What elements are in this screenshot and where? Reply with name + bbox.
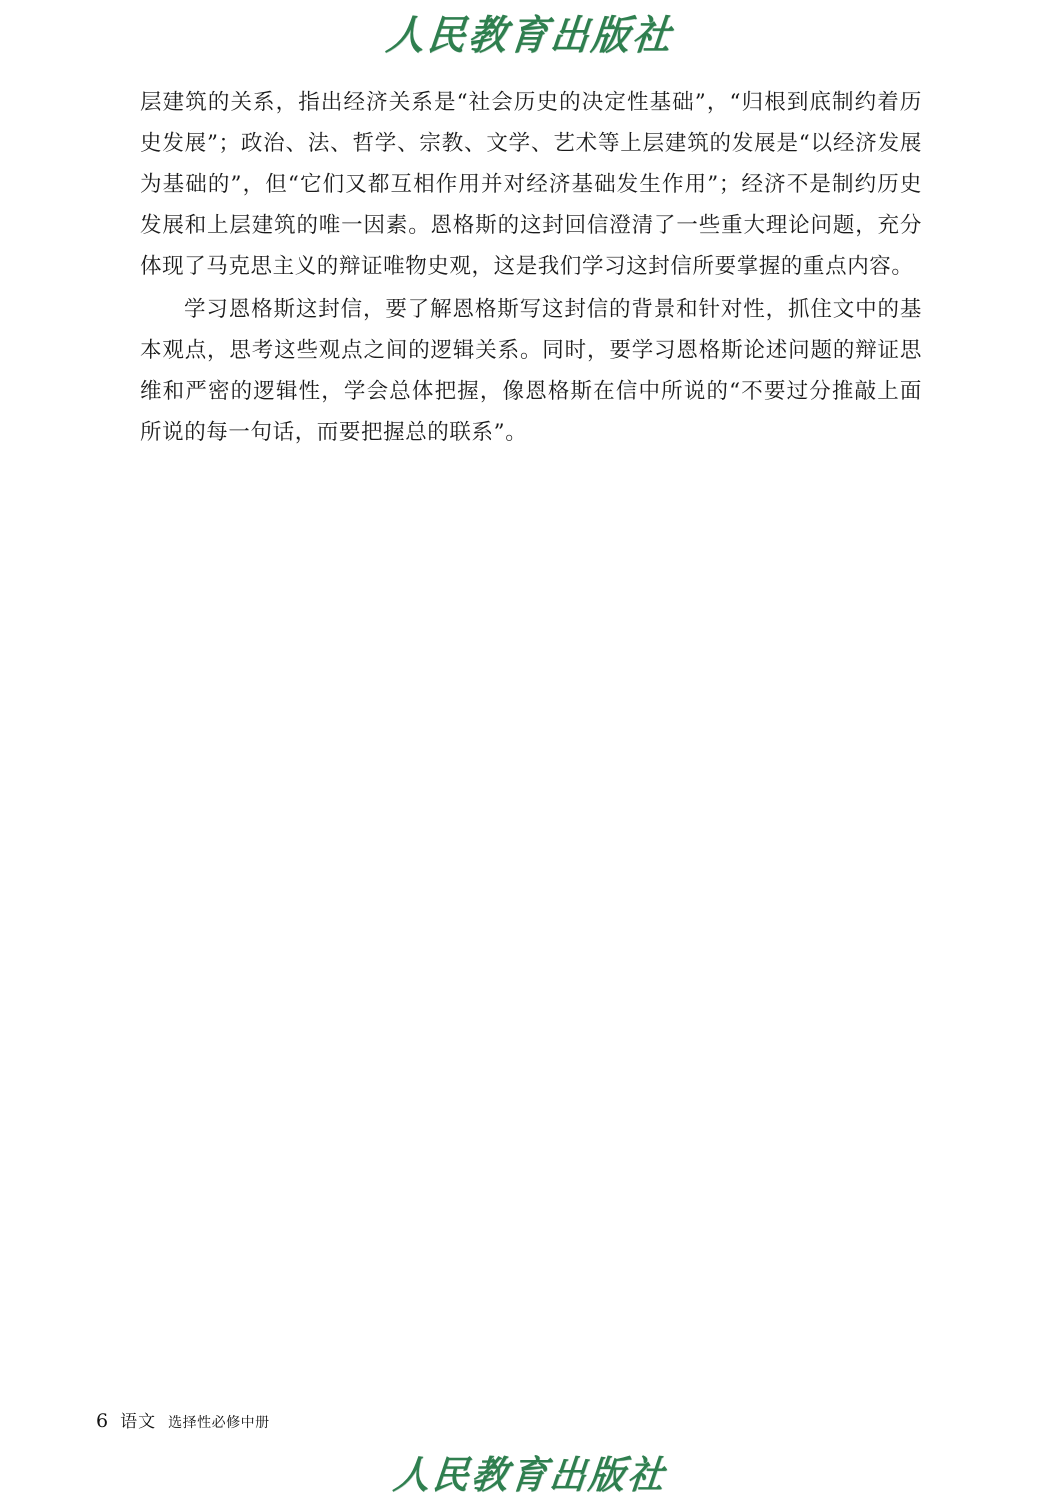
publisher-logo-top: [0, 4, 1062, 59]
footer-subject: 语文: [120, 1412, 157, 1432]
paragraph-continued: 层建筑的关系，指出经济关系是“社会历史的决定性基础”，“归根到底制约着历史发展”；政治、法、哲学、宗教、文学、艺术等上层建筑的发展是“以经济发展为基础的”，但“它们又都互相作用并对经济基础发生作用”；经济不是制约历史发展和上层建筑的唯一因素。恩格斯的这封回信澄清了一些重大理论问题，充分体现了马克思主义的辩证唯物史观，这是我们学习这封信所要掌握的重点内容。: [140, 90, 922, 279]
page-number: 6: [96, 1410, 109, 1432]
paragraph-study-guidance: 学习恩格斯这封信，要了解恩格斯写这封信的背景和针对性，抓住文中的基本观点，思考这些观点之间的逻辑关系。同时，要学习恩格斯论述问题的辩证思维和严密的逻辑性，学会总体把握，像恩格斯在信中所说的“不要过分推敲上面所说的每一句话，而要把握总的联系”。: [140, 297, 922, 445]
publisher-logo-bottom: [0, 1447, 1062, 1498]
page-footer: [96, 1407, 270, 1432]
publisher-logo-text-bottom: 人民教育出版社: [391, 1452, 670, 1498]
publisher-logo-text: 人民教育出版社: [384, 10, 677, 59]
body-content: [140, 82, 922, 453]
footer-volume: 选择性必修中册: [168, 1415, 270, 1431]
